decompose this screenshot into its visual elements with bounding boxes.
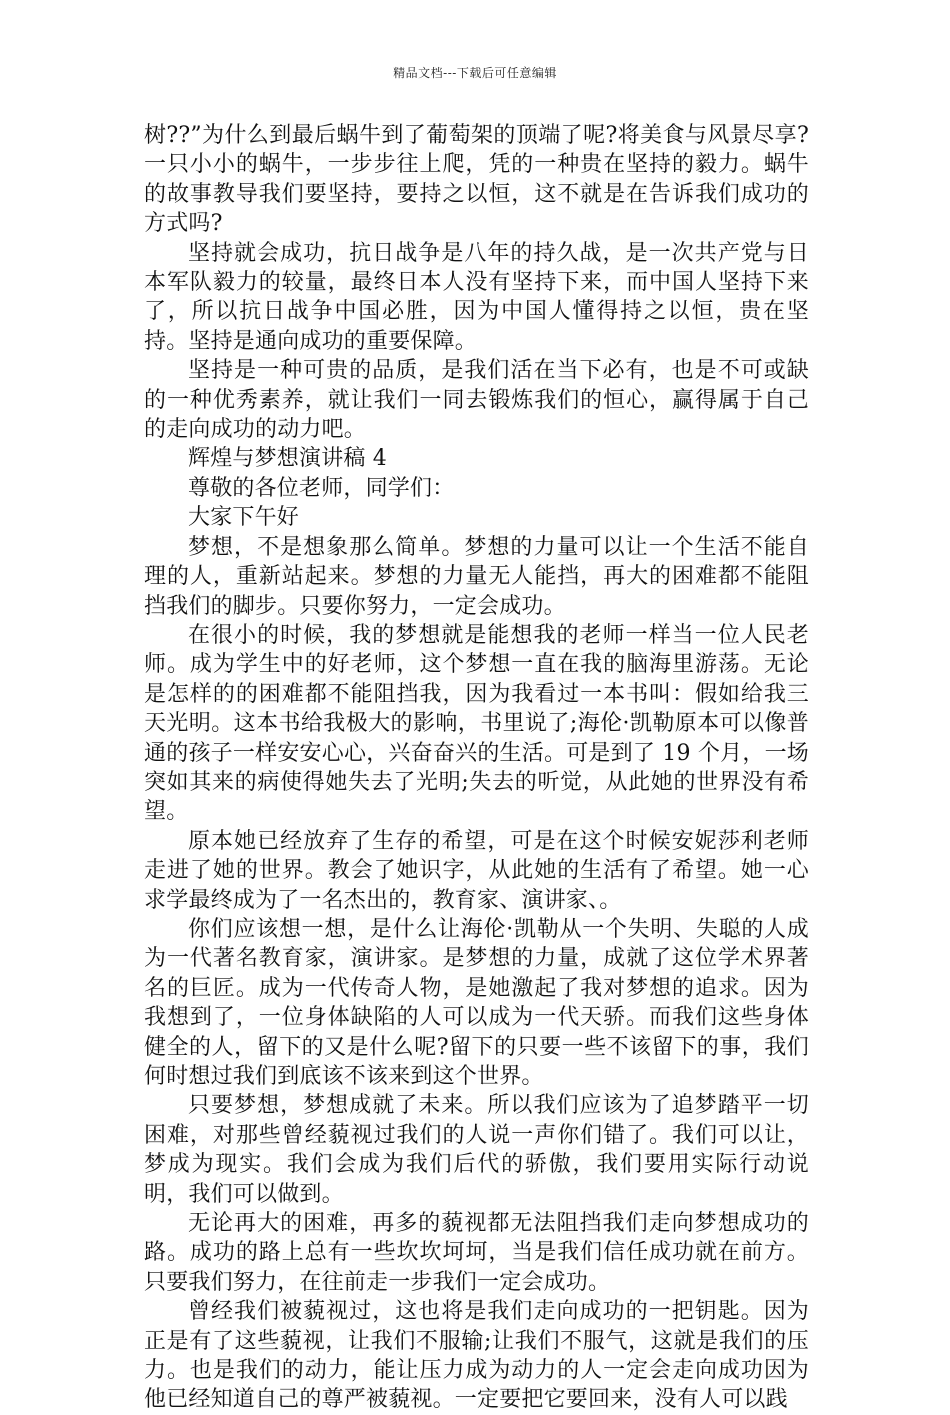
paragraph-dream-power: 梦想，不是想象那么简单。梦想的力量可以让一个生活不能自理的人，重新站起来。梦想的力量无人能挡，再大的困难都不能阻挡我们的脚步。只要你努力，一定会成功。 <box>144 534 809 619</box>
speech-title: 辉煌与梦想演讲稿 4 <box>188 446 387 472</box>
paragraph-anne-sullivan: 原本她已经放弃了生存的希望，可是在这个时候安妮莎利老师走进了她的世界。教会了她识字，从此她的生活有了希望。她一心求学最终成为了一名杰出的，教育家、演讲家、。 <box>144 828 809 913</box>
paragraph-persistence-quality: 坚持是一种可贵的品质，是我们活在当下必有，也是不可或缺的一种优秀素养，就让我们一同去锻炼我们的恒心，赢得属于自己的走向成功的动力吧。 <box>144 358 809 443</box>
paragraph-childhood-dream: 在很小的时候，我的梦想就是能想我的老师一样当一位人民老师。成为学生中的好老师，这个梦想一直在我的脑海里游荡。无论是怎样的的困难都不能阻挡我，因为我看过一本书叫：假如给我三天光明。这本书给我极大的影响，书里说了;海伦·凯勒原本可以像普通的孩子一样安安心心，兴奋奋兴的生活。可是到了 19 个月，一场突如其来的病使得她失去了光明;失去的听觉，从此她的世界没有希望。 <box>144 622 809 825</box>
paragraph-being-despised: 曾经我们被藐视过，这也将是我们走向成功的一把钥匙。因为正是有了这些藐视，让我们不服输;让我们不服气，这就是我们的压力。也是我们的动力，能让压力成为动力的人一定会走向成功因为他已经知道自己的尊严被藐视。一定要把它要回来，没有人可以践 <box>144 1299 809 1413</box>
page-header: 精品文档---下载后可任意编辑 <box>393 66 557 80</box>
document-body <box>144 121 809 1415</box>
paragraph-helen-keller: 你们应该想一想，是什么让海伦·凯勒从一个失明、失聪的人成为一代著名教育家，演讲家。是梦想的力量，成就了这位学术界著名的巨匠。成为一代传奇人物，是她激起了我对梦想的追求。因为我想到了，一位身体缺陷的人可以成为一代天骄。而我们这些身体健全的人，留下的又是什么呢?留下的只要一些不该留下的事，我们何时想过我们到底该不该来到这个世界。 <box>144 916 809 1089</box>
paragraph-dream-future: 只要梦想，梦想成就了未来。所以我们应该为了追梦踏平一切困难，对那些曾经藐视过我们的人说一声你们错了。我们可以让，梦成为现实。我们会成为我们后代的骄傲，我们要用实际行动说明，我们可以做到。 <box>144 1093 809 1207</box>
paragraph-difficulties: 无论再大的困难，再多的藐视都无法阻挡我们走向梦想成功的路。成功的路上总有一些坎坎坷坷，当是我们信任成功就在前方。只要我们努力，在往前走一步我们一定会成功。 <box>144 1211 809 1295</box>
paragraph-snail-story: 树??”为什么到最后蜗牛到了葡萄架的顶端了呢?将美食与风景尽享?一只小小的蜗牛，一步步往上爬，凭的一种贵在坚持的毅力。蜗牛的故事教导我们要坚持，要持之以恒，这不就是在告诉我们成功的方式吗? <box>144 123 809 237</box>
paragraph-persistence-war: 坚持就会成功，抗日战争是八年的持久战，是一次共产党与日本军队毅力的较量，最终日本人没有坚持下来，而中国人坚持下来了，所以抗日战争中国必胜，因为中国人懂得持之以恒，贵在坚持。坚持是通向成功的重要保障。 <box>144 240 809 354</box>
speech-greeting: 大家下午好 <box>188 505 300 531</box>
speech-salutation: 尊敬的各位老师，同学们： <box>188 475 455 501</box>
